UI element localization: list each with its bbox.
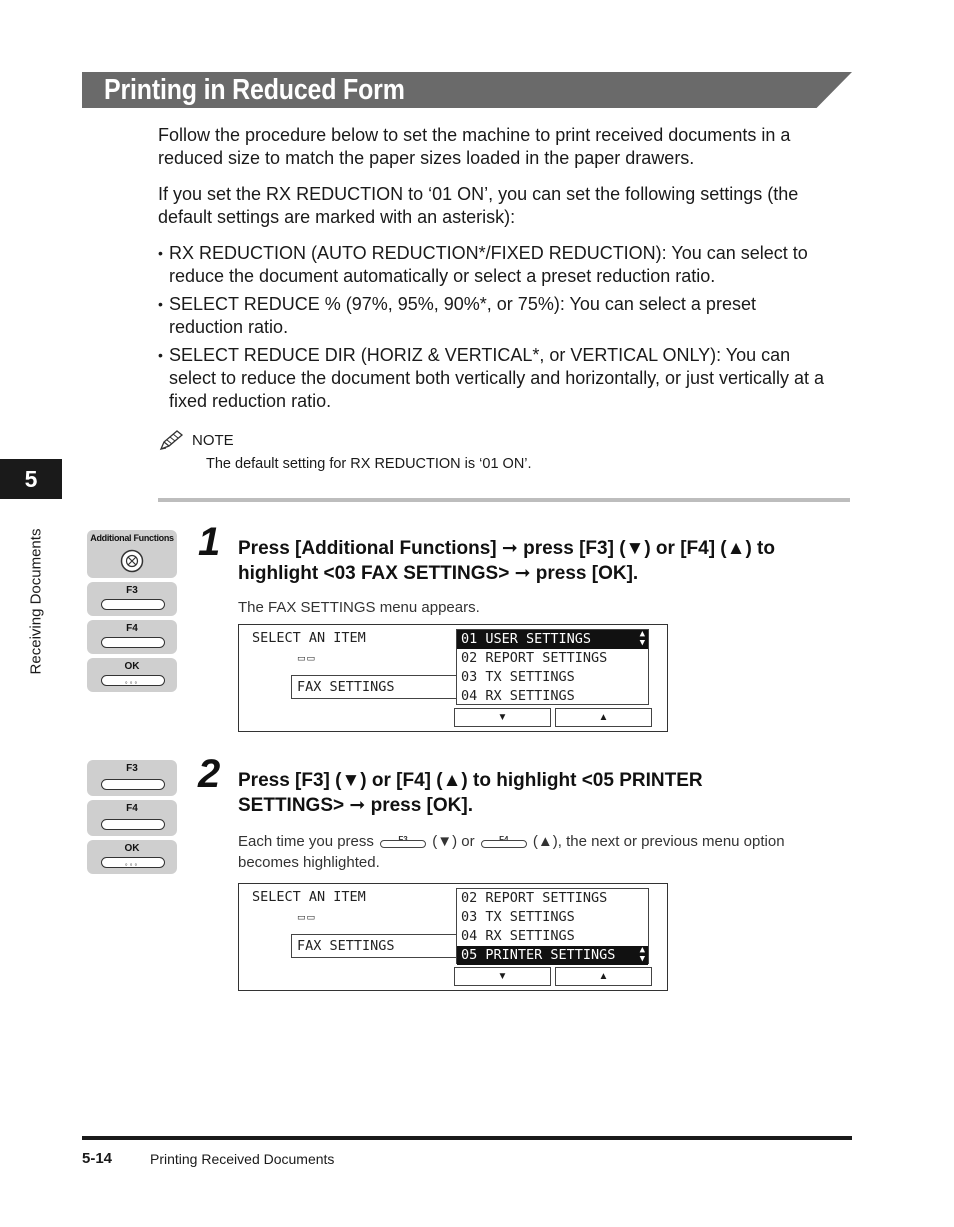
- lcd-menu-item[interactable]: [457, 946, 648, 965]
- step-heading-line: SETTINGS> ➞ press [OK].: [238, 795, 473, 816]
- page-title: Printing in Reduced Form: [104, 74, 405, 106]
- down-arrow-icon: ▼: [497, 712, 508, 723]
- ok-key: [87, 840, 177, 874]
- lcd-menu-item[interactable]: [457, 649, 648, 668]
- f3-key-pill: [101, 779, 165, 790]
- step-description: [238, 831, 858, 873]
- ok-key-label: OK: [124, 843, 140, 854]
- settings-intro-paragraph: [158, 183, 850, 229]
- additional-functions-key: [87, 530, 177, 578]
- step-desc-text: Each time you press: [238, 833, 379, 850]
- f3-key: [87, 760, 177, 796]
- scroll-updown-icon: ▲ ▼: [639, 629, 645, 648]
- bullet-line: fixed reduction ratio.: [169, 391, 332, 411]
- lcd-screen: [238, 624, 668, 732]
- chapter-tab: 5: [0, 459, 62, 499]
- step-description: The FAX SETTINGS menu appears.: [238, 599, 480, 616]
- scroll-updown-icon: ▲ ▼: [639, 945, 645, 964]
- bullet-line: SELECT REDUCE DIR (HORIZ & VERTICAL*, or VERTICAL ONLY): You can: [169, 345, 791, 365]
- note-divider: [158, 498, 850, 502]
- lcd-menu-item-label: 03 TX SETTINGS: [461, 669, 575, 685]
- lcd-menu-item-label: 02 REPORT SETTINGS: [461, 650, 608, 666]
- step-desc-text: (▼) or: [428, 833, 479, 850]
- chapter-title-text: Receiving Documents: [27, 528, 45, 675]
- f3-key-pill: [101, 599, 165, 610]
- f4-key-pill: [101, 819, 165, 830]
- bullet-line: RX REDUCTION (AUTO REDUCTION*/FIXED REDUCTION): You can select to: [169, 243, 808, 263]
- settings-intro-line: If you set the RX REDUCTION to ‘01 ON’, you can set the following settings (the: [158, 184, 799, 204]
- up-arrow-icon: ▲: [598, 712, 609, 723]
- f4-key-pill: [101, 637, 165, 648]
- ok-key: [87, 658, 177, 692]
- ok-key-label: OK: [124, 661, 140, 672]
- lcd-field: FAX SETTINGS: [291, 675, 457, 699]
- f4-inline-key-icon: [479, 833, 529, 849]
- step-heading-line: Press [F3] (▼) or [F4] (▲) to highlight <05 PRINTER: [238, 770, 703, 791]
- f4-key: [87, 620, 177, 654]
- f3-inline-key-pill: [380, 840, 426, 848]
- lcd-menu-item-label: 04 RX SETTINGS: [461, 688, 575, 704]
- note-label: NOTE: [192, 432, 234, 449]
- f4-key-label: F4: [126, 623, 138, 634]
- f3-key-label: F3: [126, 585, 138, 596]
- additional-functions-icon: [120, 549, 144, 578]
- intro-line: Follow the procedure below to set the machine to print received documents in a: [158, 125, 791, 145]
- lcd-menu-item[interactable]: [457, 889, 648, 908]
- ok-key-dots: ◦◦◦: [124, 678, 140, 687]
- up-arrow-icon: ▲: [598, 971, 609, 982]
- note-pencil-icon: [158, 429, 186, 458]
- step-number: 2: [198, 752, 221, 796]
- intro-paragraph: [158, 124, 850, 170]
- intro-line: reduced size to match the paper sizes loaded in the paper drawers.: [158, 148, 695, 168]
- footer-rule: [82, 1136, 852, 1140]
- step-number: 1: [198, 520, 221, 564]
- bullet-line: select to reduce the document both vertically and horizontally, or just vertically at a: [169, 368, 824, 388]
- lcd-menu-list: [456, 629, 649, 705]
- lcd-prompt: SELECT AN ITEM: [252, 889, 366, 905]
- bullet-line: reduction ratio.: [169, 317, 289, 337]
- lcd-menu-item-label: 03 TX SETTINGS: [461, 909, 575, 925]
- step-heading: [238, 536, 775, 586]
- lcd-menu-item[interactable]: [457, 908, 648, 927]
- f3-key: [87, 582, 177, 616]
- f4-inline-key-pill: [481, 840, 527, 848]
- lcd-indicator: ▭▭: [297, 912, 317, 922]
- step-desc-line: becomes highlighted.: [238, 854, 380, 871]
- lcd-down-button[interactable]: [454, 967, 551, 986]
- f3-key-label: F3: [126, 763, 138, 774]
- lcd-menu-item[interactable]: [457, 668, 648, 687]
- lcd-menu-item[interactable]: [457, 927, 648, 946]
- bullet-line: SELECT REDUCE % (97%, 95%, 90%*, or 75%): You can select a preset: [169, 294, 756, 314]
- lcd-menu-item[interactable]: [457, 687, 648, 706]
- lcd-indicator: ▭▭: [297, 653, 317, 663]
- bullet-item: [158, 293, 850, 339]
- ok-key-dots: ◦◦◦: [124, 860, 140, 869]
- bullet-dot-icon: •: [158, 245, 163, 261]
- lcd-menu-item[interactable]: [457, 630, 648, 649]
- bullet-item: [158, 344, 850, 413]
- lcd-up-button[interactable]: [555, 967, 652, 986]
- bullet-line: reduce the document automatically or select a preset reduction ratio.: [169, 266, 716, 286]
- f4-key: [87, 800, 177, 836]
- lcd-up-button[interactable]: [555, 708, 652, 727]
- lcd-menu-item-label: 04 RX SETTINGS: [461, 928, 575, 944]
- footer-section-title: Printing Received Documents: [150, 1151, 335, 1167]
- step-heading: [238, 768, 703, 818]
- lcd-menu-list: [456, 888, 649, 964]
- additional-functions-key-label: Additional Functions: [90, 533, 174, 543]
- footer-page-number: 5-14: [82, 1150, 113, 1167]
- settings-intro-line: default settings are marked with an asterisk):: [158, 207, 516, 227]
- bullet-item: [158, 242, 850, 288]
- lcd-menu-item-label: 01 USER SETTINGS: [461, 631, 592, 647]
- f3-inline-key-icon: [378, 833, 428, 849]
- lcd-field: FAX SETTINGS: [291, 934, 457, 958]
- down-arrow-icon: ▼: [497, 971, 508, 982]
- bullet-dot-icon: •: [158, 296, 163, 312]
- lcd-down-button[interactable]: [454, 708, 551, 727]
- step-heading-line: Press [Additional Functions] ➞ press [F3] (▼) or [F4] (▲) to: [238, 538, 775, 559]
- step-desc-text: (▲), the next or previous menu option: [528, 833, 785, 850]
- f4-key-label: F4: [126, 803, 138, 814]
- step-heading-line: highlight <03 FAX SETTINGS> ➞ press [OK].: [238, 563, 639, 584]
- note-text: The default setting for RX REDUCTION is ‘01 ON’.: [206, 456, 532, 472]
- bullet-dot-icon: •: [158, 347, 163, 363]
- lcd-prompt: SELECT AN ITEM: [252, 630, 366, 646]
- lcd-menu-item-label: 05 PRINTER SETTINGS: [461, 947, 616, 963]
- lcd-screen: [238, 883, 668, 991]
- lcd-menu-item-label: 02 REPORT SETTINGS: [461, 890, 608, 906]
